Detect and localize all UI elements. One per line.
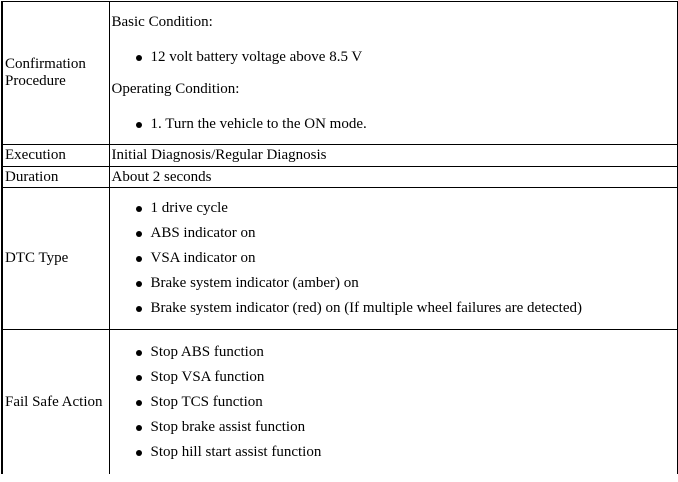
label-line: Procedure — [5, 73, 66, 89]
value-execution: Initial Diagnosis/Regular Diagnosis — [109, 145, 678, 167]
value-fail-safe-action — [109, 330, 678, 475]
list-item-text: Stop VSA function — [150, 368, 265, 385]
bullet-icon — [136, 450, 142, 456]
row-dtc-type — [2, 188, 678, 330]
bullet-icon — [136, 55, 142, 61]
bullet-icon — [136, 375, 142, 381]
basic-condition-heading: Basic Condition: — [111, 13, 213, 30]
bullet-icon — [136, 256, 142, 262]
list-item — [136, 116, 676, 133]
list-item — [136, 419, 676, 436]
list-item-text: Stop TCS function — [150, 393, 263, 410]
value-confirmation-procedure — [109, 2, 678, 145]
value-dtc-type — [109, 188, 678, 330]
list-item-text: VSA indicator on — [150, 250, 256, 266]
list-item — [136, 369, 676, 386]
list-item — [136, 300, 676, 317]
bullet-icon — [136, 231, 142, 237]
list-item-text: 12 volt battery voltage above 8.5 V — [150, 48, 363, 65]
operating-condition-list — [112, 116, 676, 133]
list-item — [136, 49, 676, 66]
list-item — [136, 275, 676, 292]
row-fail-safe-action — [2, 330, 678, 475]
row-duration — [2, 167, 678, 188]
list-item — [136, 200, 676, 217]
basic-condition-list — [112, 49, 676, 66]
list-item-text: Stop brake assist function — [150, 418, 306, 435]
list-item — [136, 444, 676, 461]
list-item — [136, 250, 676, 267]
list-item — [136, 225, 676, 242]
list-item-text: 1 drive cycle — [150, 200, 228, 216]
label-confirmation-procedure — [2, 2, 109, 145]
value-duration: About 2 seconds — [109, 167, 678, 188]
list-item-text: Stop ABS function — [150, 343, 264, 360]
list-item-text: Stop hill start assist function — [150, 443, 322, 460]
list-item-text: Brake system indicator (red) on (If multiple wheel failures are detected) — [150, 300, 582, 316]
bullet-icon — [136, 425, 142, 431]
dtc-type-list — [112, 200, 676, 317]
list-item — [136, 344, 676, 361]
bullet-icon — [136, 400, 142, 406]
label-duration: Duration — [2, 167, 109, 188]
label-fail-safe-action: Fail Safe Action — [2, 330, 109, 475]
label-dtc-type: DTC Type — [2, 188, 109, 330]
operating-condition-heading: Operating Condition: — [111, 80, 240, 97]
list-item-text: ABS indicator on — [150, 225, 256, 241]
list-item — [136, 394, 676, 411]
list-item-text: Brake system indicator (amber) on — [150, 275, 359, 291]
label-line: Confirmation — [5, 56, 86, 72]
bullet-icon — [136, 350, 142, 356]
list-item-text: 1. Turn the vehicle to the ON mode. — [150, 115, 367, 132]
bullet-icon — [136, 306, 142, 312]
label-execution: Execution — [2, 145, 109, 167]
row-execution — [2, 145, 678, 167]
fail-safe-list — [112, 344, 676, 461]
row-confirmation-procedure — [2, 2, 678, 145]
dtc-spec-table — [1, 1, 678, 474]
bullet-icon — [136, 122, 142, 128]
bullet-icon — [136, 281, 142, 287]
bullet-icon — [136, 206, 142, 212]
